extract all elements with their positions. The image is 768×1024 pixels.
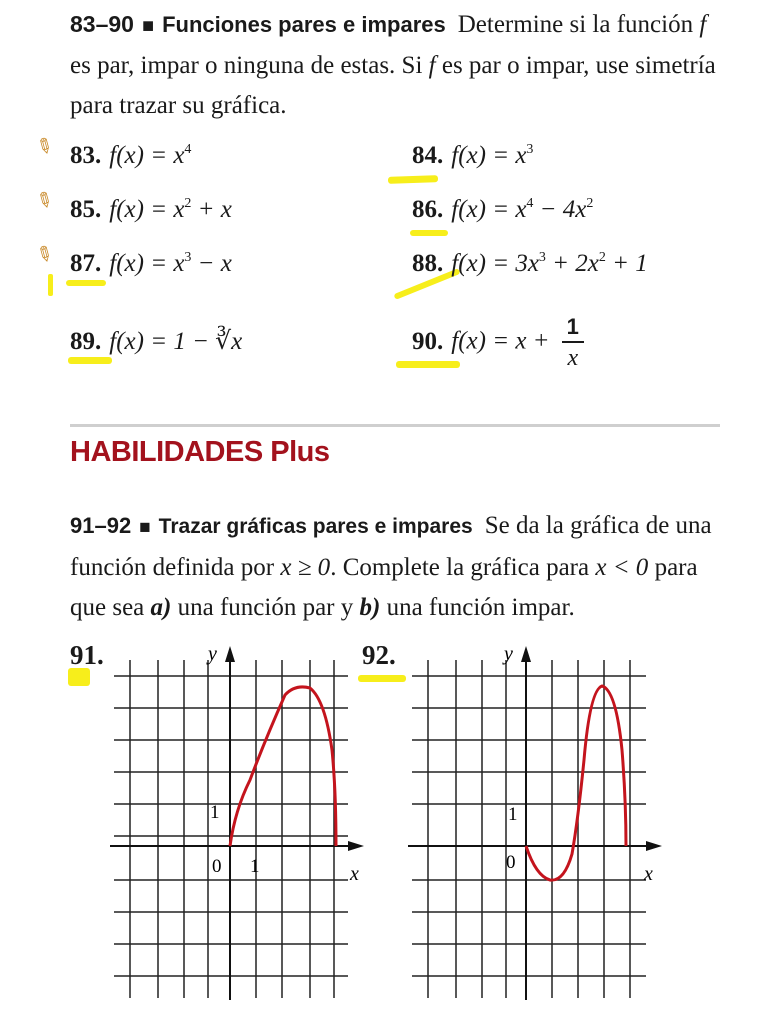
- section-title: Trazar gráficas pares e impares: [158, 515, 473, 538]
- graph-91-label: 91.: [70, 640, 104, 670]
- intro-text: una función impar.: [380, 594, 575, 621]
- part-b-label: b): [359, 594, 381, 621]
- function-expression: f(x) = x +: [451, 327, 556, 355]
- function-expression-tail: + 2x: [545, 250, 599, 277]
- function-expression: f(x) = x: [109, 196, 185, 223]
- x-axis-arrow: [348, 841, 364, 851]
- function-expression: f(x) = x: [451, 142, 527, 169]
- condition: x < 0: [595, 554, 649, 581]
- section-number: 83–90: [70, 11, 134, 37]
- problem-number: 87.: [70, 250, 102, 277]
- problem-number: 86.: [412, 196, 444, 223]
- graph-91: [100, 640, 370, 1010]
- grid: [412, 660, 646, 998]
- condition: x ≥ 0: [280, 554, 331, 581]
- problem-87: [70, 248, 232, 280]
- curve-91: [230, 687, 336, 846]
- exponent: 2: [598, 250, 606, 265]
- highlight-mark: [48, 274, 53, 296]
- exponent: 3: [538, 250, 546, 265]
- section-divider: [70, 424, 720, 427]
- exponent: 3: [184, 250, 192, 265]
- y-tick-label: 1: [508, 804, 518, 825]
- section-bullet: ■: [139, 517, 151, 538]
- y-axis-arrow: [225, 646, 235, 662]
- origin-label: 0: [506, 852, 516, 873]
- function-expression: f(x) = 1 − ∛x: [109, 328, 243, 355]
- highlight-mark: [388, 175, 438, 184]
- function-expression-tail: + x: [191, 196, 232, 223]
- f-symbol: f: [428, 52, 436, 79]
- exponent: 2: [586, 196, 594, 211]
- y-axis-label: y: [208, 643, 217, 665]
- exponent: 4: [526, 196, 534, 211]
- problem-85: [70, 194, 232, 226]
- x-axis-arrow: [646, 841, 662, 851]
- problem-number: 85.: [70, 196, 102, 223]
- origin-label: 0: [212, 856, 222, 877]
- problem-84: [412, 140, 533, 172]
- x-axis-label: x: [350, 863, 359, 885]
- intro-text: . Complete la gráfica para: [330, 554, 596, 581]
- y-tick-label: 1: [210, 802, 220, 823]
- intro-text-1: Determine si la función: [457, 11, 700, 38]
- function-expression: f(x) = x: [109, 250, 185, 277]
- section-91-92-intro: [70, 506, 730, 628]
- problem-number: 83.: [70, 142, 102, 169]
- section-number: 91–92: [70, 513, 132, 538]
- exponent: 4: [184, 142, 192, 157]
- problem-number: 84.: [412, 142, 444, 169]
- exponent: 3: [526, 142, 534, 157]
- part-a-label: a): [150, 594, 172, 621]
- x-axis-label: x: [644, 863, 653, 885]
- f-symbol: f: [699, 11, 707, 38]
- graph-92-label: 92.: [362, 640, 396, 670]
- skills-heading: HABILIDADES Plus: [70, 436, 330, 468]
- highlight-mark: [66, 280, 106, 286]
- y-axis-arrow: [521, 646, 531, 662]
- function-expression-tail: − x: [191, 250, 232, 277]
- intro-text: Se da la gráfica de una función definida por: [70, 512, 712, 581]
- intro-text: para que sea: [70, 554, 698, 621]
- y-axis-label: y: [504, 643, 513, 665]
- problem-86: [412, 194, 593, 226]
- intro-text: una función par y: [171, 594, 360, 621]
- intro-text-3: es par o impar, use simetría para trazar su gráfica.: [70, 52, 716, 119]
- function-expression-tail: − 4x: [533, 196, 587, 223]
- x-tick-label: 1: [250, 856, 260, 877]
- pencil-icon: ✎: [31, 133, 57, 161]
- function-expression: f(x) = 3x: [451, 250, 539, 277]
- function-expression-tail: + 1: [605, 250, 648, 277]
- pencil-icon: ✎: [31, 241, 57, 269]
- exponent: 2: [184, 196, 192, 211]
- section-bullet: ■: [141, 15, 155, 37]
- highlight-mark: [68, 357, 112, 364]
- pencil-icon: ✎: [31, 187, 57, 215]
- problem-number: 88.: [412, 250, 444, 277]
- fraction-denominator: x: [567, 345, 579, 371]
- problem-89: [70, 326, 242, 358]
- curve-92: [526, 686, 626, 880]
- problem-88: [412, 248, 648, 280]
- intro-text-2: es par, impar o ninguna de estas. Si: [70, 52, 429, 79]
- fraction: [562, 314, 584, 372]
- problem-number: 90.: [412, 327, 444, 355]
- fraction-numerator: 1: [566, 314, 579, 339]
- graph-92: [398, 640, 668, 1010]
- problem-90: [412, 314, 584, 372]
- function-expression: f(x) = x: [109, 142, 185, 169]
- function-expression: f(x) = x: [451, 196, 527, 223]
- problem-83: [70, 140, 191, 172]
- problem-number: 89.: [70, 328, 102, 355]
- section-title: Funciones pares e impares: [162, 12, 446, 37]
- fraction-bar: [562, 341, 584, 343]
- highlight-mark: [410, 230, 448, 236]
- section-83-90-intro: [70, 4, 730, 126]
